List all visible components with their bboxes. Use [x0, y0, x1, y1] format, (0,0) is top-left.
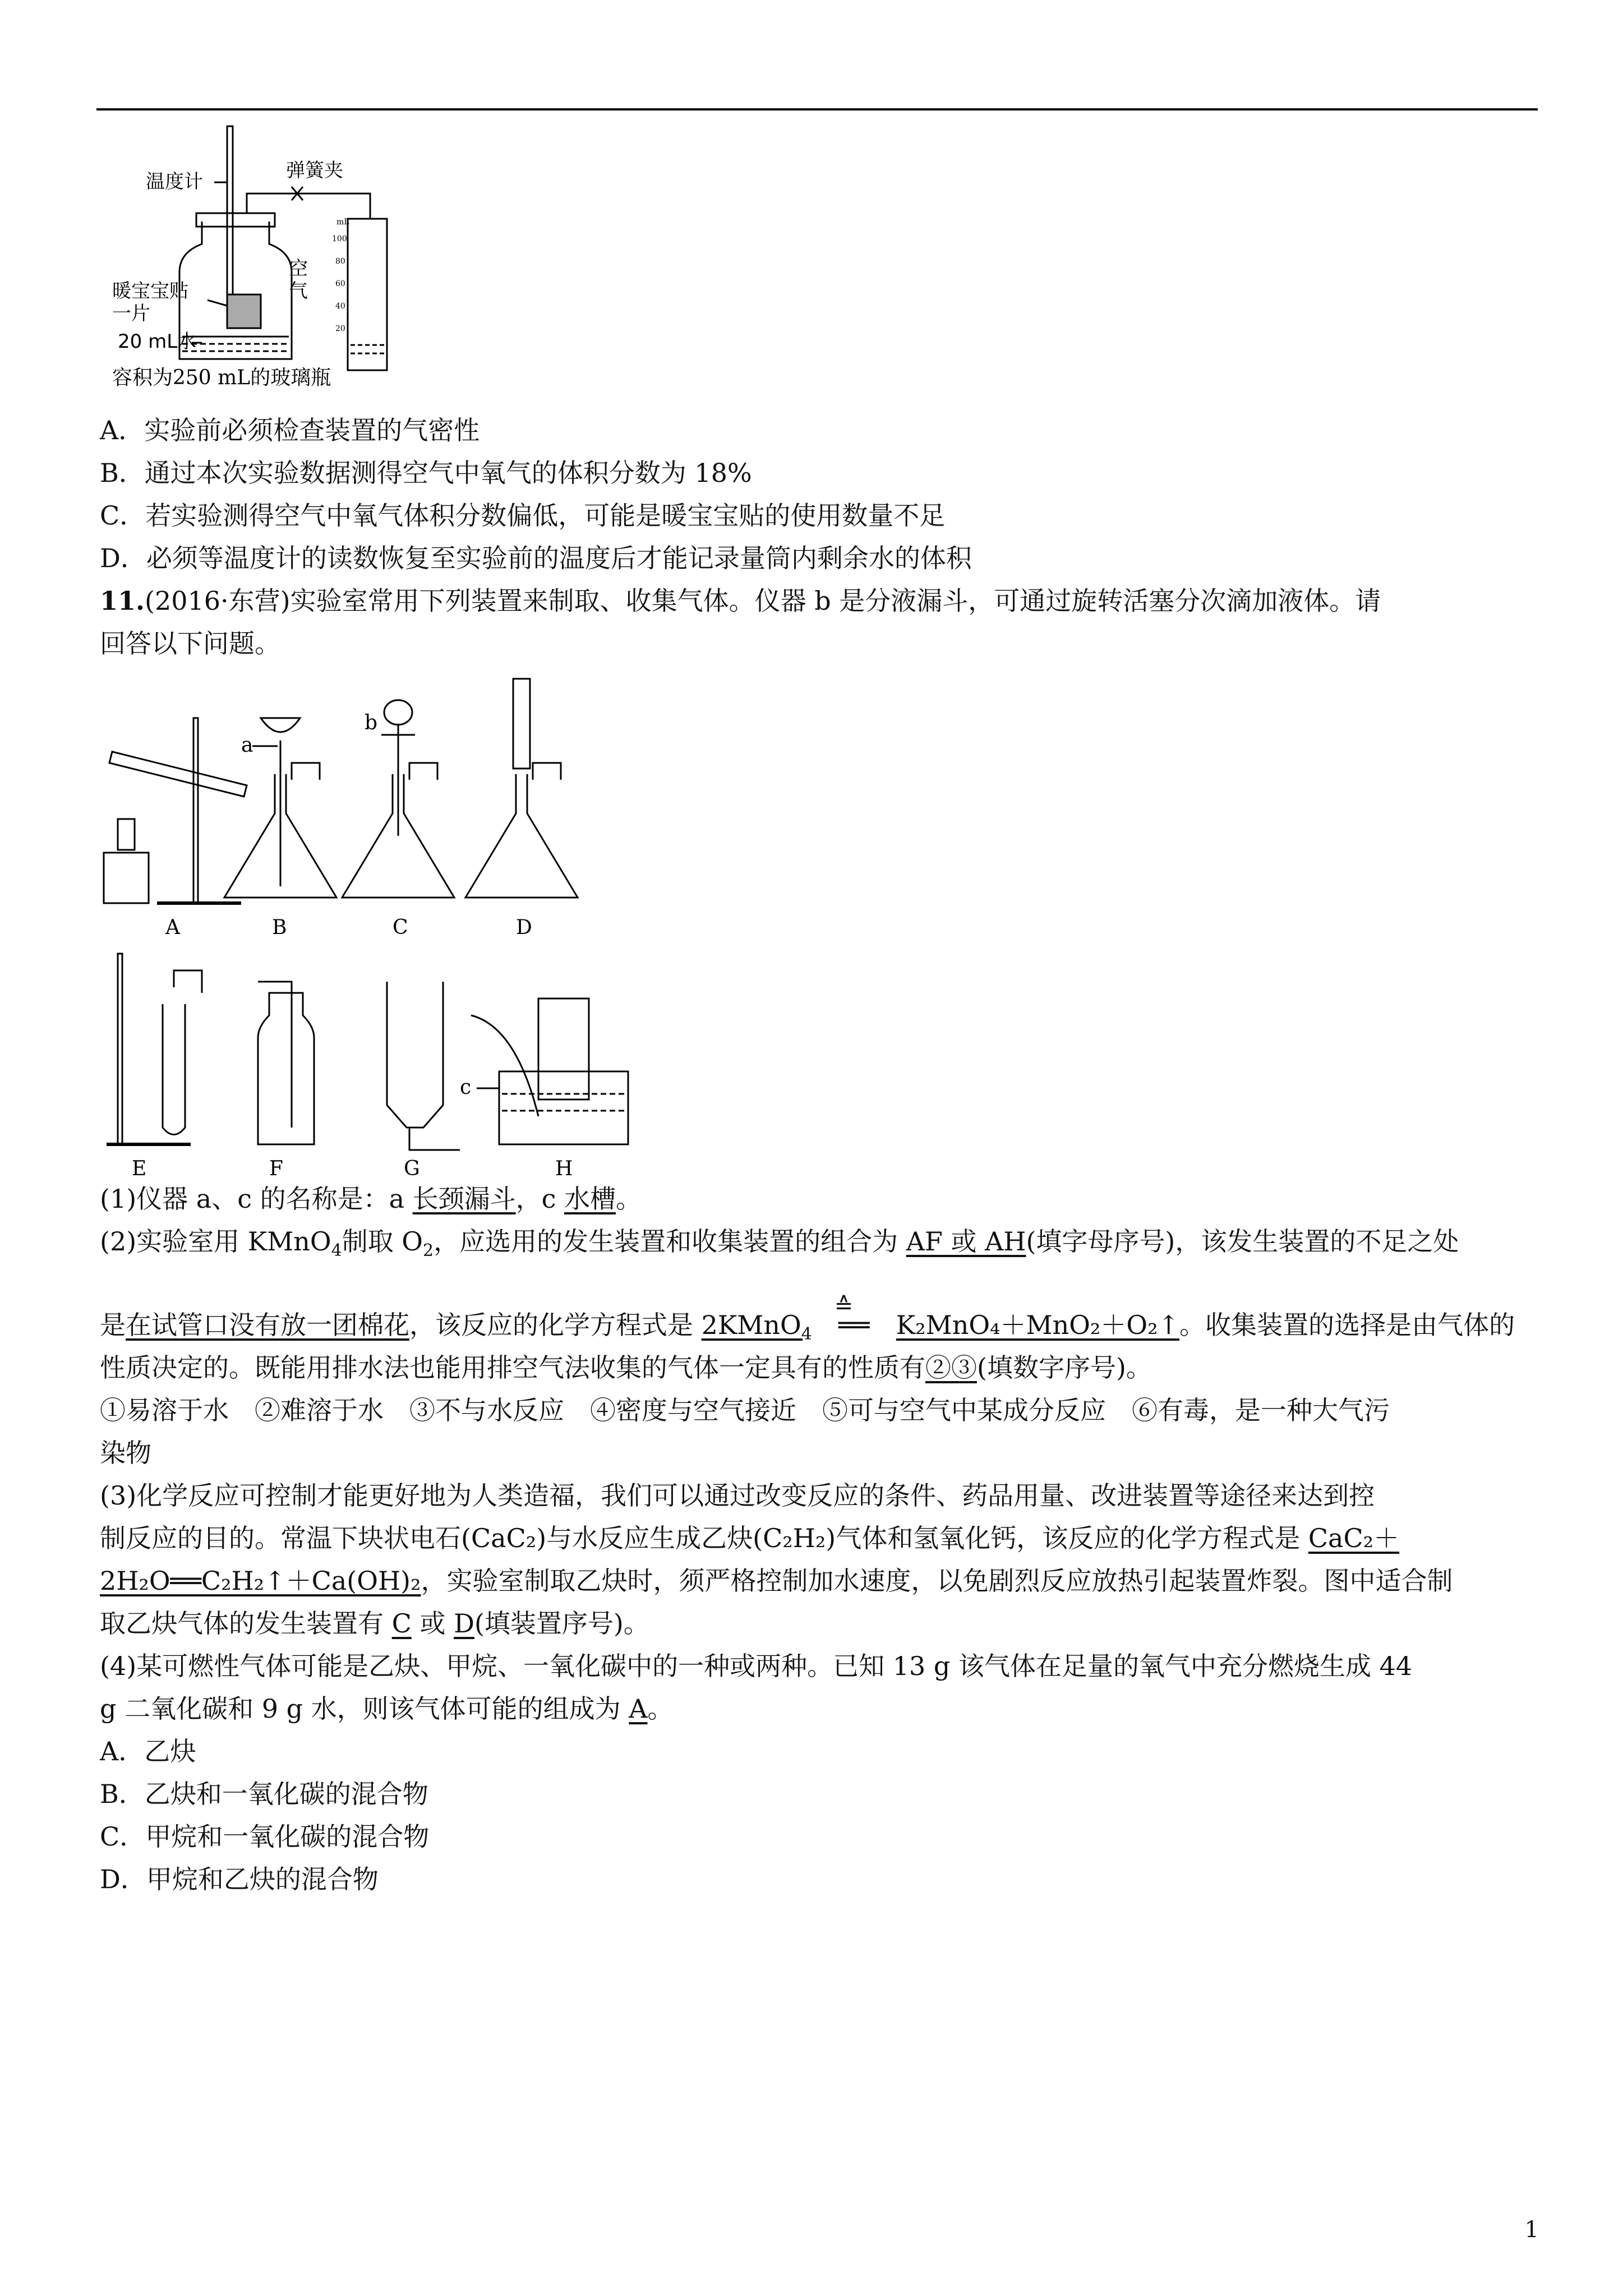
- instrument-label-a: a: [241, 734, 253, 757]
- heat-symbol: ≙: [834, 1293, 854, 1319]
- q11-part3-line2: 制反应的目的。常温下块状电石(CaC₂)与水反应生成乙炔(C₂H₂)气体和氢氧化钙，该反应的化学方程式是 CaC₂＋: [100, 1523, 1400, 1553]
- warmer-label-2: 一片: [112, 302, 150, 325]
- q10-option-d: D．必须等温度计的读数恢复至实验前的温度后才能记录量筒内剩余水的体积: [100, 543, 972, 573]
- apparatus-d-flask: [465, 774, 578, 898]
- apparatus-label-e: E: [132, 1157, 147, 1180]
- apparatus-h-bottle: [538, 999, 589, 1099]
- q10-option-b: B．通过本次实验数据测得空气中氧气的体积分数为 18%: [100, 458, 752, 488]
- clamp-label: 弹簧夹: [286, 159, 343, 182]
- apparatus-d-syringe: [513, 679, 530, 769]
- q11-part2-line4: ①易溶于水 ②难溶于水 ③不与水反应 ④密度与空气接近 ⑤可与空气中某成分反应 ⑥有毒，是一种大气污: [100, 1395, 1390, 1425]
- q11-part4-option-c: C．甲烷和一氧化碳的混合物: [100, 1821, 430, 1852]
- q11-part2-line2: 是在试管口没有放一团棉花，该反应的化学方程式是 2KMnO$_4$ ≙ ══ K₂MnO₄＋MnO₂＋O₂↑。收集装置的选择是由气体的: [100, 1307, 1515, 1352]
- q11-part3-line3: 2H₂O══C₂H₂↑＋Ca(OH)₂，实验室制取乙炔时，须严格控制加水速度，以免剧烈反应放热引起装置炸裂。图中适合制: [100, 1566, 1453, 1596]
- apparatus-a-tube: [109, 752, 247, 797]
- apparatus-a-lamp: [118, 819, 135, 850]
- cylinder-tick: 80: [335, 257, 345, 266]
- apparatus-e-stand: [118, 954, 122, 1144]
- q11-part4-option-a: A．乙炔: [100, 1736, 196, 1766]
- tube-shape: [247, 194, 370, 219]
- apparatus-label-f: F: [269, 1157, 283, 1180]
- instrument-label-c: c: [460, 1076, 472, 1099]
- cylinder-tick: 100: [332, 234, 347, 243]
- cylinder-tick: 20: [335, 324, 345, 333]
- q11-part4-option-d: D．甲烷和乙炔的混合物: [100, 1864, 379, 1894]
- q11-part3-line4: 取乙炔气体的发生装置有 C 或 D(填装置序号)。: [100, 1608, 649, 1639]
- q11-part1: (1)仪器 a、c 的名称是：a 长颈漏斗，c 水槽。: [100, 1184, 642, 1214]
- q11-part4-option-b: B．乙炔和一氧化碳的混合物: [100, 1779, 428, 1809]
- q11-part4-line2: g 二氧化碳和 9 g 水，则该气体可能的组成为 A。: [100, 1694, 674, 1724]
- q11-part4-line1: (4)某可燃性气体可能是乙炔、甲烷、一氧化碳中的一种或两种。已知 13 g 该气体在足量的氧气中充分燃烧生成 44: [100, 1651, 1413, 1681]
- apparatus-label-d: D: [516, 916, 532, 939]
- apparatus-label-a: A: [165, 916, 180, 939]
- apparatus-b-funnel: [261, 718, 300, 732]
- q11-part2-line3: 性质决定的。既能用排水法也能用排空气法收集的气体一定具有的性质有②③(填数字序号)。: [100, 1352, 1152, 1383]
- header-rule: [96, 108, 1538, 111]
- apparatus-label-b: B: [272, 916, 287, 939]
- answer-eq-part2: 2H₂O══C₂H₂↑＋Ca(OH)₂: [100, 1566, 421, 1596]
- apparatus-f-bottle: [258, 993, 314, 1144]
- q11-intro-line1: [100, 583, 1381, 619]
- apparatus-e-tube: [163, 1004, 185, 1135]
- answer-combo: AF 或 AH: [906, 1226, 1026, 1257]
- apparatus-label-h: H: [555, 1157, 573, 1180]
- apparatus-a-stand: [193, 718, 198, 903]
- thermometer-shape: [227, 126, 233, 295]
- answer-c: 水槽: [564, 1184, 616, 1214]
- q11-intro-text: (2016·东营)实验室常用下列装置来制取、收集气体。仪器 b 是分液漏斗，可通过旋转活塞分次滴加液体。请: [145, 586, 1381, 616]
- water-label: 20 mL水: [118, 330, 197, 353]
- q11-part3-line1: (3)化学反应可控制才能更好地为人类造福，我们可以通过改变反应的条件、药品用量、改进装置等途径来达到控: [100, 1480, 1375, 1511]
- apparatus-g-bottle: [387, 982, 443, 1128]
- air-label-1: 空: [289, 257, 308, 280]
- answer-equation: 2KMnO$_4$ ≙ ══ K₂MnO₄＋MnO₂＋O₂↑: [702, 1310, 1179, 1340]
- q11-number: 11.: [100, 586, 145, 616]
- answer-props: ②③: [925, 1352, 977, 1383]
- air-label-2: 气: [289, 280, 308, 302]
- answer-a: 长颈漏斗: [412, 1184, 516, 1214]
- q11-part2-line1: (2)实验室用 KMnO$_4$制取 $O_2$，应选用的发生装置和收集装置的组合为 AF 或 AH(填字母序号)，该发生装置的不足之处: [100, 1226, 1459, 1260]
- q10-option-c: C．若实验测得空气中氧气体积分数偏低，可能是暖宝宝贴的使用数量不足: [100, 500, 946, 531]
- cylinder-tick: 60: [335, 279, 345, 288]
- apparatus-h-tube: [471, 1015, 538, 1116]
- oxygen-experiment-figure: [112, 121, 404, 390]
- apparatus-a-block: [104, 853, 149, 903]
- thermometer-label: 温度计: [146, 171, 203, 193]
- apparatus-label-g: G: [404, 1157, 420, 1180]
- instrument-label-b: b: [365, 711, 378, 734]
- cylinder-shape: [348, 219, 387, 370]
- warmer-pad-shape: [227, 295, 261, 328]
- answer-device-d: D: [454, 1608, 474, 1639]
- stopper-shape: [196, 213, 275, 227]
- answer-flaw: 在试管口没有放一团棉花: [126, 1310, 409, 1340]
- q11-part2-line5: 染物: [100, 1438, 151, 1468]
- figure1-caption: 容积为250 mL的玻璃瓶: [112, 366, 331, 389]
- apparatus-h-trough: [499, 1071, 628, 1144]
- answer-eq-part1: CaC₂＋: [1308, 1523, 1400, 1553]
- answer-composition: A: [629, 1694, 648, 1724]
- warmer-label-1: 暖宝宝贴: [112, 280, 188, 302]
- answer-device-c: C: [391, 1608, 412, 1639]
- apparatus-label-c: C: [393, 916, 408, 939]
- apparatus-figure: [101, 668, 634, 1184]
- q11-intro-line2: 回答以下问题。: [100, 628, 280, 659]
- q10-option-a: A．实验前必须检查装置的气密性: [100, 415, 480, 445]
- page-number: 1: [1524, 2217, 1539, 2243]
- cylinder-tick: 40: [335, 302, 345, 311]
- apparatus-c-sep-funnel: [384, 700, 412, 725]
- cylinder-unit: mL: [336, 218, 349, 227]
